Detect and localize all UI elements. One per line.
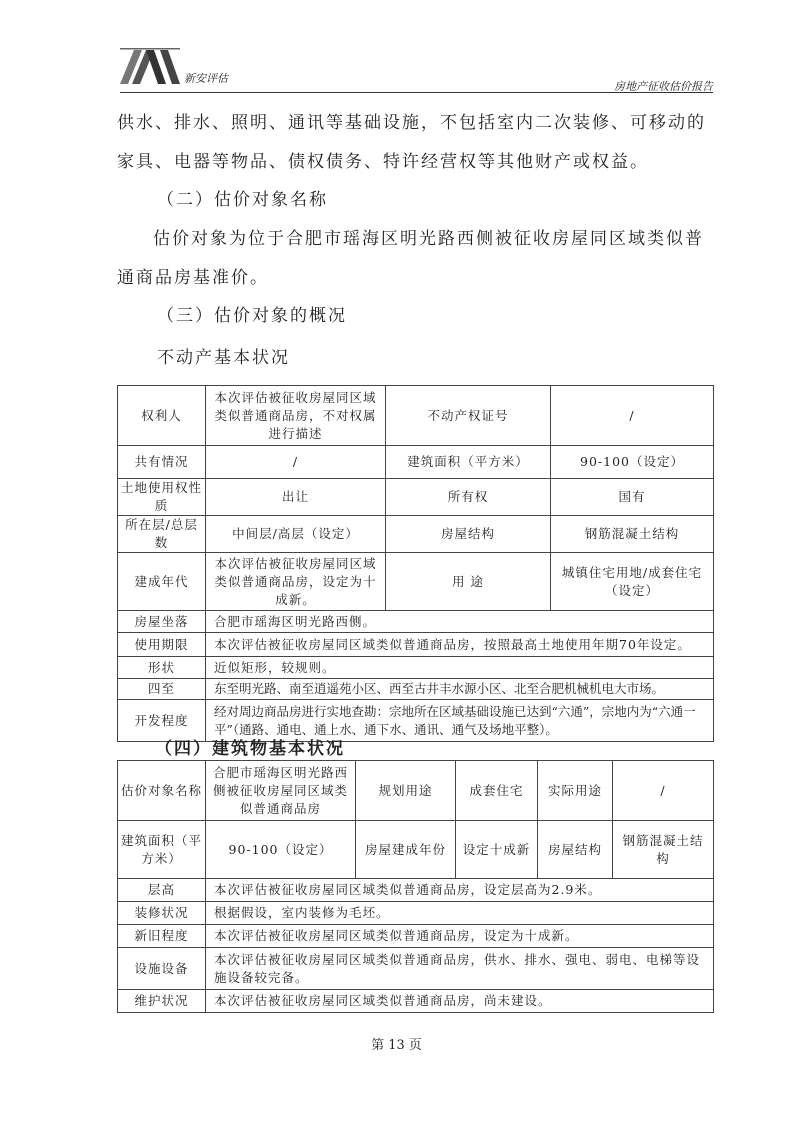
brand-name: 新安评估	[184, 72, 228, 85]
cell: 使用期限	[118, 633, 206, 657]
cell: 房屋结构	[538, 821, 613, 879]
cell: 形状	[118, 657, 206, 679]
cell: 建筑面积（平方米）	[118, 821, 206, 879]
table-row	[118, 553, 714, 611]
cell: 权利人	[118, 386, 206, 446]
table-row	[118, 611, 714, 633]
real-estate-basic-table	[117, 385, 714, 742]
building-basic-table	[117, 760, 714, 1013]
cell: 东至明光路、南至逍遥苑小区、西至古井丰水源小区、北至合肥机械机电大市场。	[206, 679, 714, 700]
cell: 钢筋混凝土结构	[551, 516, 714, 553]
page-number: 第 13 页	[371, 1038, 422, 1053]
cell: 开发程度	[118, 700, 206, 742]
cell: 新旧程度	[118, 925, 206, 948]
cell: 钢筋混凝土结构	[613, 821, 714, 879]
cell: 建筑面积（平方米）	[386, 446, 551, 479]
table-row	[118, 902, 714, 925]
cell: 本次评估被征收房屋同区域类似普通商品房，尚未建设。	[206, 990, 714, 1013]
cell: 所在层/总层数	[118, 516, 206, 553]
company-logo-icon	[120, 48, 180, 84]
cell: 经对周边商品房进行实地查勘：宗地所在区域基础设施已达到“六通”，宗地内为“六通一平”（通路、通电、通上水、通下水、通讯、通气及场地平整）。	[206, 700, 714, 742]
cell: 房屋建成年份	[356, 821, 456, 879]
table-row	[118, 633, 714, 657]
cell: 房屋坐落	[118, 611, 206, 633]
table-row	[118, 925, 714, 948]
cell: 90-100（设定）	[551, 446, 714, 479]
table-row	[118, 479, 714, 516]
cell: 90-100（设定）	[206, 821, 356, 879]
cell: 装修状况	[118, 902, 206, 925]
cell: 城镇住宅用地/成套住宅（设定）	[551, 553, 714, 611]
table-row	[118, 948, 714, 990]
cell: 房屋结构	[386, 516, 551, 553]
cell: 本次评估被征收房屋同区域类似普通商品房，设定为十成新。	[206, 925, 714, 948]
cell: 不动产权证号	[386, 386, 551, 446]
paragraph-scope: 供水、排水、照明、通讯等基础设施，不包括室内二次装修、可移动的家具、电器等物品、债权债务、特许经营权等其他财产或权益。	[117, 113, 706, 172]
heading-overview: （三）估价对象的概况	[157, 306, 347, 326]
cell: 合肥市瑶海区明光路西侧被征收房屋同区域类似普通商品房	[206, 761, 356, 821]
table-row	[118, 657, 714, 679]
cell: 土地使用权性质	[118, 479, 206, 516]
cell: 国有	[551, 479, 714, 516]
cell: 实际用途	[538, 761, 613, 821]
cell: /	[206, 446, 386, 479]
table-row	[118, 446, 714, 479]
heading-building: （四）建筑物基本状况	[155, 739, 345, 759]
cell: 成套住宅	[456, 761, 538, 821]
page-header	[120, 48, 713, 96]
table1-title: 不动产基本状况	[157, 348, 290, 368]
cell: 维护状况	[118, 990, 206, 1013]
cell: 所有权	[386, 479, 551, 516]
cell: 共有情况	[118, 446, 206, 479]
cell: 本次评估被征收房屋同区域类似普通商品房，设定层高为2.9米。	[206, 879, 714, 902]
cell: 设施设备	[118, 948, 206, 990]
table-row	[118, 516, 714, 553]
heading-object-name: （二）估价对象名称	[157, 190, 328, 210]
cell: 四至	[118, 679, 206, 700]
report-title: 房地产征收估价报告	[614, 80, 713, 93]
cell: 合肥市瑶海区明光路西侧。	[206, 611, 714, 633]
table-row	[118, 761, 714, 821]
cell: /	[551, 386, 714, 446]
cell: 近似矩形，较规则。	[206, 657, 714, 679]
cell: 本次评估被征收房屋同区域类似普通商品房，按照最高土地使用年期70年设定。	[206, 633, 714, 657]
cell: 用 途	[386, 553, 551, 611]
cell: 规划用途	[356, 761, 456, 821]
table-row	[118, 990, 714, 1013]
header-divider	[120, 92, 713, 93]
cell: 层高	[118, 879, 206, 902]
cell: 根据假设，室内装修为毛坯。	[206, 902, 714, 925]
cell: 建成年代	[118, 553, 206, 611]
table-row	[118, 879, 714, 902]
cell: 本次评估被征收房屋同区域类似普通商品房，供水、排水、强电、弱电、电梯等设施设备较完备。	[206, 948, 714, 990]
table-row	[118, 386, 714, 446]
cell: 本次评估被征收房屋同区域类似普通商品房，设定为十成新。	[206, 553, 386, 611]
cell: /	[613, 761, 714, 821]
paragraph-object-name: 估价对象为位于合肥市瑶海区明光路西侧被征收房屋同区域类似普通商品房基准价。	[117, 229, 704, 288]
cell: 中间层/高层（设定）	[206, 516, 386, 553]
table-row	[118, 821, 714, 879]
cell: 估价对象名称	[118, 761, 206, 821]
table-row	[118, 679, 714, 700]
cell: 设定十成新	[456, 821, 538, 879]
cell: 本次评估被征收房屋同区域类似普通商品房，不对权属进行描述	[206, 386, 386, 446]
cell: 出让	[206, 479, 386, 516]
